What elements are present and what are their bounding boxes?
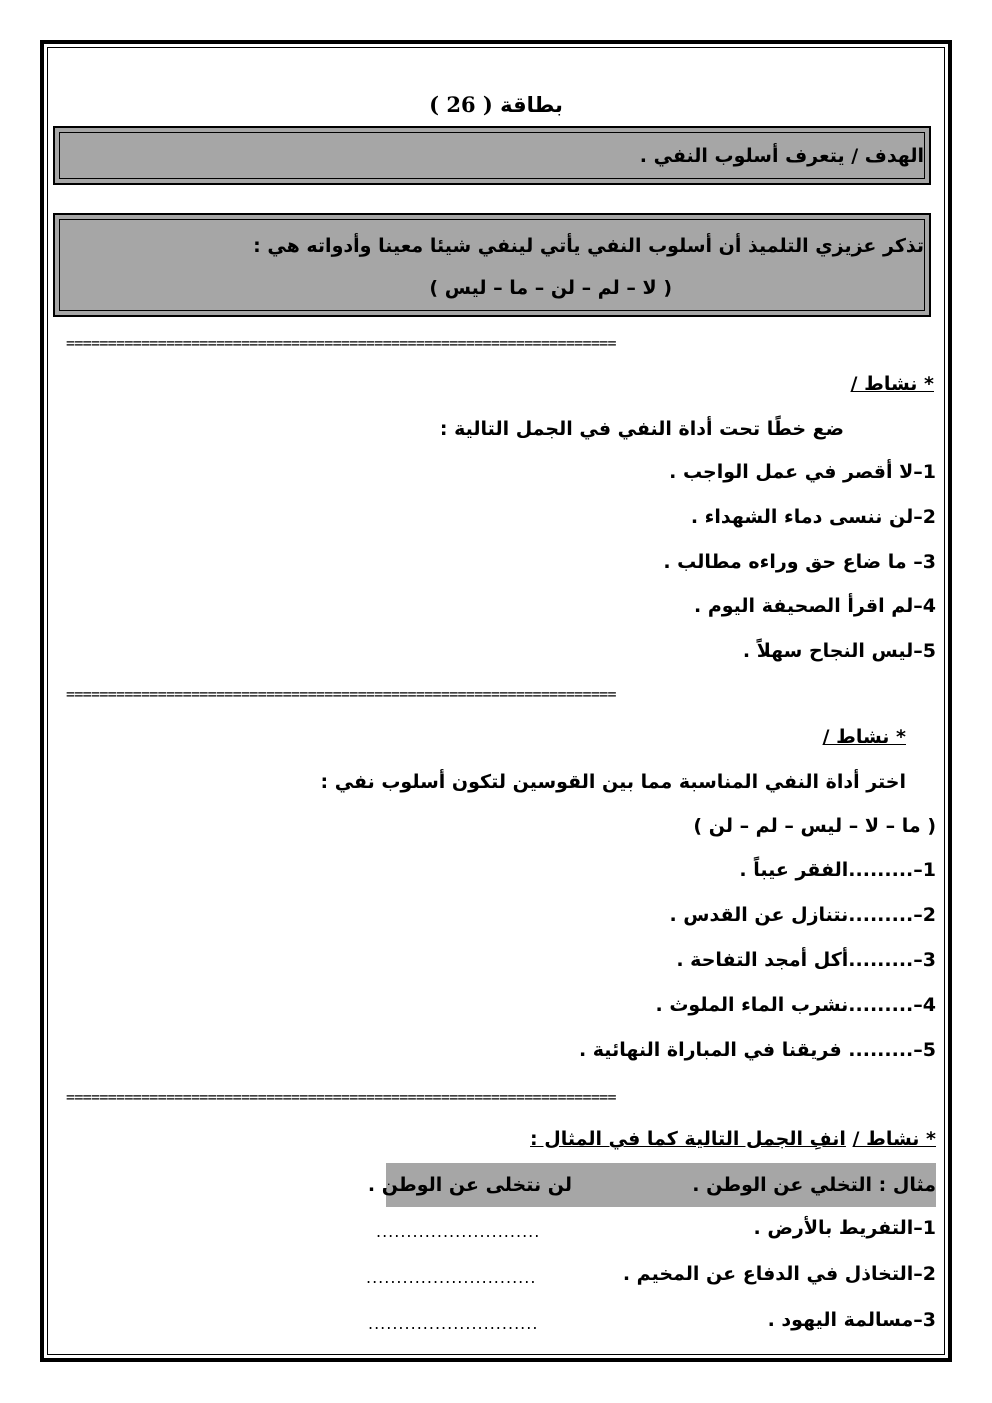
activity1-instruction: ضع خطًا تحت أداة النفي في الجمل التالية : <box>439 418 844 440</box>
goal-text: الهدف / يتعرف أسلوب النفي . <box>639 145 924 167</box>
activity1-item-1: 1–لا أقصر في عمل الواجب . <box>669 461 936 483</box>
activity1-item-3: 3– ما ضاع حق وراءه مطالب . <box>663 551 936 573</box>
example-answer: لن نتخلى عن الوطن . <box>367 1174 572 1196</box>
reminder-line-2: ( لا – لم – لن – ما – ليس ) <box>429 277 672 299</box>
activity1-heading: * نشاط / <box>850 373 934 395</box>
activity2-item-3: 3–.........أكل أمجد التفاحة . <box>676 949 936 971</box>
activity2-instruction: اختر أداة النفي المناسبة مما بين القوسين لتكون أسلوب نفي : <box>320 771 906 793</box>
activity2-choices: ( ما – لا – ليس – لم – لن ) <box>693 815 936 837</box>
activity1-item-5: 5–ليس النجاح سهلاً . <box>742 640 936 662</box>
reminder-box <box>53 213 931 317</box>
activity3-item-1: 1–التفريط بالأرض . <box>753 1217 936 1239</box>
card-title <box>0 92 992 117</box>
activity2-item-5: 5–......... فريقنا في المباراة النهائية . <box>578 1039 936 1061</box>
activity3-header-line <box>530 1128 936 1150</box>
answer-blank-3[interactable]: ............................ <box>368 1314 539 1333</box>
activity3-instruction: انفِ الجمل التالية كما في المثال : <box>530 1128 846 1150</box>
activity3-item-3: 3–مسالمة اليهود . <box>767 1309 936 1331</box>
activity2-heading: * نشاط / <box>822 726 906 748</box>
reminder-line-1: تذكر عزيزي التلميذ أن أسلوب النفي يأتي لينفي شيئا معينا وأدواته هي : <box>253 235 924 257</box>
separator-3: ================================================================== <box>66 1088 616 1106</box>
activity2-item-2: 2–.........نتنازل عن القدس . <box>669 904 936 926</box>
activity3-item-2: 2–التخاذل في الدفاع عن المخيم . <box>622 1263 936 1285</box>
separator-2: ================================================================== <box>66 685 616 703</box>
card-number: ( 26 ) <box>429 92 493 117</box>
activity3-heading: * نشاط / <box>852 1128 936 1150</box>
activity2-item-4: 4–.........نشرب الماء الملوث . <box>655 994 936 1016</box>
activity1-item-4: 4–لم اقرأ الصحيفة اليوم . <box>694 595 936 617</box>
activity2-item-1: 1–.........الفقر عيباً . <box>739 859 936 881</box>
separator-1: ================================================================== <box>66 334 616 352</box>
example-sentence: مثال : التخلي عن الوطن . <box>692 1174 936 1196</box>
card-title-prefix: بطاقة <box>500 93 563 117</box>
answer-blank-1[interactable]: ........................... <box>376 1222 541 1241</box>
answer-blank-2[interactable]: ............................ <box>366 1268 537 1287</box>
activity1-item-2: 2–لن ننسى دماء الشهداء . <box>690 506 936 528</box>
